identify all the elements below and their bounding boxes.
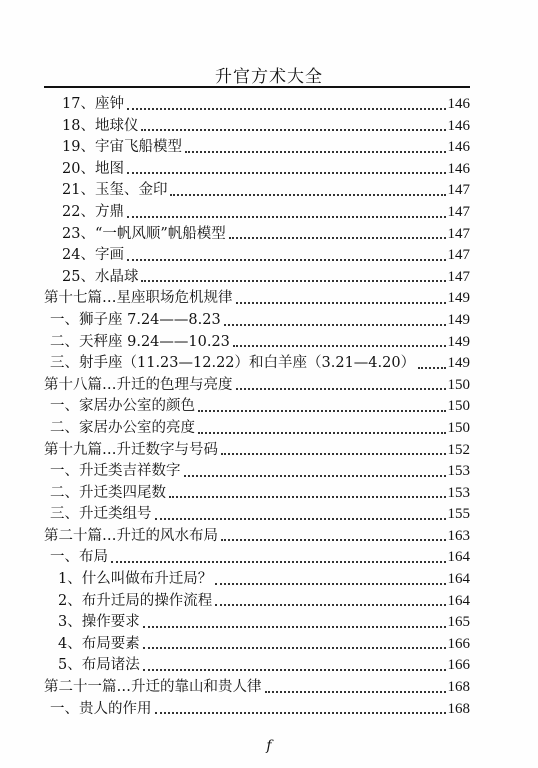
- toc-leader-dots: [184, 475, 446, 477]
- toc-entry-label: 第二十篇…升迁的风水布局: [44, 527, 218, 544]
- toc-entry-page-number: 147: [447, 182, 470, 199]
- toc-leader-dots: [265, 691, 446, 693]
- toc-entry-label: 25、水晶球: [62, 268, 139, 285]
- toc-entry-page-number: 165: [447, 614, 470, 631]
- toc-leader-dots: [127, 216, 446, 218]
- toc-entry: [44, 94, 470, 116]
- toc-entry-page-number: 164: [447, 571, 470, 588]
- toc-entry: [44, 180, 470, 202]
- toc-entry: [44, 245, 470, 267]
- toc-leader-dots: [111, 561, 446, 563]
- toc-entry: [44, 634, 470, 656]
- toc-entry-label: 18、地球仪: [62, 117, 139, 134]
- page-footer-marker: f: [266, 738, 272, 754]
- toc-entry: [44, 440, 470, 462]
- toc-entry: [44, 224, 470, 246]
- toc-entry-page-number: 155: [447, 506, 470, 523]
- toc-leader-dots: [236, 302, 446, 304]
- toc-entry-label: 19、宇宙飞船模型: [62, 139, 182, 156]
- toc-entry: [44, 526, 470, 548]
- toc-entry-label: 1、什么叫做布升迁局？: [58, 571, 213, 588]
- toc-entry: [44, 310, 470, 332]
- toc-leader-dots: [143, 669, 446, 671]
- toc-entry: [44, 655, 470, 677]
- toc-entry-page-number: 166: [447, 635, 470, 652]
- toc-entry-page-number: 146: [447, 160, 470, 177]
- toc-entry-label: 24、字画: [62, 247, 124, 264]
- toc-leader-dots: [141, 280, 445, 282]
- toc-leader-dots: [170, 194, 445, 196]
- toc-entry: [44, 288, 470, 310]
- toc-leader-dots: [155, 712, 446, 714]
- toc-leader-dots: [221, 453, 446, 455]
- toc-entry-label: 三、升迁类组号: [50, 506, 152, 523]
- toc-entry-label: 一、狮子座 7.24——8.23: [50, 311, 221, 328]
- toc-entry-page-number: 166: [447, 657, 470, 674]
- toc-entry-label: 22、方鼎: [62, 203, 124, 220]
- toc-entry-page-number: 149: [447, 290, 470, 307]
- toc-leader-dots: [221, 539, 446, 541]
- toc-entry: [44, 202, 470, 224]
- toc-entry-label: 3、操作要求: [58, 614, 140, 631]
- toc-entry: [44, 159, 470, 181]
- toc-entry: [44, 612, 470, 634]
- toc-entry-page-number: 147: [447, 268, 470, 285]
- toc-leader-dots: [185, 151, 446, 153]
- toc-leader-dots: [127, 172, 446, 174]
- toc-leader-dots: [224, 324, 446, 326]
- toc-entry-page-number: 150: [447, 419, 470, 436]
- toc-entry-label: 二、家居办公室的亮度: [50, 419, 195, 436]
- toc-leader-dots: [127, 259, 446, 261]
- toc-entry-page-number: 147: [447, 225, 470, 242]
- toc-entry-label: 21、玉玺、金印: [62, 182, 168, 199]
- toc-leader-dots: [236, 388, 446, 390]
- toc-entry-label: 5、布局诸法: [58, 657, 140, 674]
- toc-entry-page-number: 164: [447, 592, 470, 609]
- toc-entry: [44, 332, 470, 354]
- toc-leader-dots: [143, 626, 446, 628]
- toc-entry-label: 三、射手座（11.23—12.22）和白羊座（3.21—4.20）: [50, 355, 416, 372]
- toc-entry-label: 二、天秤座 9.24——10.23: [50, 333, 230, 350]
- toc-entry-label: 2、布升迁局的操作流程: [58, 592, 213, 609]
- toc-entry-page-number: 149: [447, 355, 470, 372]
- toc-entry: [44, 375, 470, 397]
- toc-leader-dots: [229, 237, 446, 239]
- toc-entry-label: 第十九篇…升迁数字与号码: [44, 441, 218, 458]
- toc-entry-label: 第二十一篇…升迁的靠山和贵人律: [44, 679, 262, 696]
- header-rule: [44, 86, 470, 88]
- toc-entry-page-number: 146: [447, 96, 470, 112]
- toc-leader-dots: [418, 367, 445, 369]
- toc-entry-page-number: 164: [447, 549, 470, 566]
- toc-entry-page-number: 149: [447, 311, 470, 328]
- toc-leader-dots: [169, 496, 446, 498]
- toc-entry-label: 一、家居办公室的颜色: [50, 398, 195, 415]
- toc-leader-dots: [127, 108, 446, 110]
- toc-entry: [44, 353, 470, 375]
- page-header-title: 升官方术大全: [215, 67, 323, 87]
- toc-entry-label: 4、布局要素: [58, 635, 140, 652]
- toc-entry-page-number: 168: [447, 700, 470, 717]
- toc-leader-dots: [198, 432, 446, 434]
- toc-entry-page-number: 150: [447, 376, 470, 393]
- toc-leader-dots: [198, 410, 446, 412]
- toc-entry-label: 一、升迁类吉祥数字: [50, 463, 181, 480]
- toc-entry: [44, 677, 470, 699]
- toc-entry: [44, 483, 470, 505]
- toc-entry: [44, 137, 470, 159]
- toc-entry: [44, 418, 470, 440]
- toc-entry: [44, 267, 470, 289]
- toc-entry: [44, 569, 470, 591]
- toc-entry: [44, 699, 470, 721]
- toc-leader-dots: [233, 345, 446, 347]
- toc-leader-dots: [141, 129, 445, 131]
- toc-entry-label: 一、贵人的作用: [50, 700, 152, 717]
- table-of-contents: [44, 94, 470, 720]
- toc-leader-dots: [215, 583, 445, 585]
- toc-entry-page-number: 150: [447, 398, 470, 415]
- toc-entry-page-number: 149: [447, 333, 470, 350]
- toc-entry: [44, 591, 470, 613]
- toc-entry-label: 一、布局: [50, 549, 108, 566]
- toc-entry-label: 第十八篇…升迁的色理与亮度: [44, 376, 233, 393]
- toc-entry-page-number: 153: [447, 484, 470, 501]
- toc-entry-page-number: 147: [447, 247, 470, 264]
- toc-entry-page-number: 153: [447, 463, 470, 480]
- toc-entry-page-number: 163: [447, 527, 470, 544]
- toc-leader-dots: [143, 647, 446, 649]
- toc-entry-page-number: 168: [447, 679, 470, 696]
- toc-entry: [44, 461, 470, 483]
- toc-entry: [44, 396, 470, 418]
- toc-entry: [44, 504, 470, 526]
- toc-entry-label: 23、“一帆风顺”帆船模型: [62, 225, 226, 242]
- toc-leader-dots: [155, 518, 446, 520]
- toc-entry-page-number: 147: [447, 203, 470, 220]
- toc-entry-page-number: 146: [447, 139, 470, 156]
- toc-leader-dots: [215, 604, 445, 606]
- toc-entry-label: 20、地图: [62, 160, 124, 177]
- toc-entry-label: 二、升迁类四尾数: [50, 484, 166, 501]
- toc-entry-label: 17、座钟: [62, 96, 124, 112]
- toc-entry-label: 第十七篇…星座职场危机规律: [44, 290, 233, 307]
- toc-entry: [44, 116, 470, 138]
- toc-entry-page-number: 146: [447, 117, 470, 134]
- toc-entry-page-number: 152: [447, 441, 470, 458]
- toc-entry: [44, 547, 470, 569]
